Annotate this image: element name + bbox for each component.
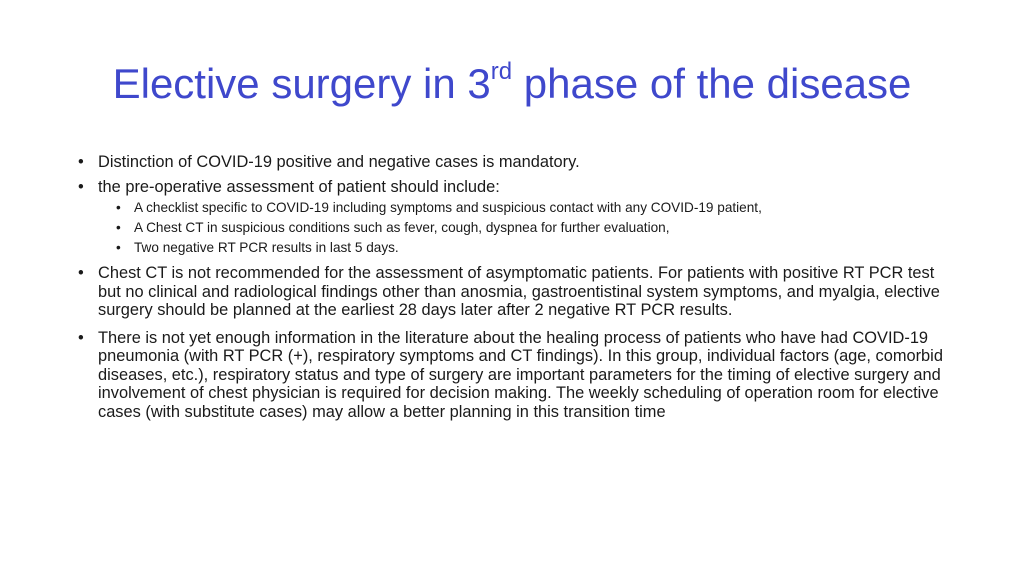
title-rest: phase of the disease	[512, 60, 912, 107]
title-superscript: rd	[490, 58, 513, 85]
bullet-item: • There is not yet enough information in the literature about the healing process of patients who have had COVID-19 pneumonia (with RT PCR (+), respiratory symptoms and CT findings). In this group, individual factors (age, comorbid diseases, etc.), respiratory status and type of surgery are important parameters for the timing of elective surgery and involvement of chest physician is required for decision making. The weekly scheduling of operation room for elective cases (with substitute cases) may allow a better planning in this transition time	[78, 329, 948, 422]
sub-bullet-list	[78, 198, 948, 258]
sub-bullet-item: • A Chest CT in suspicious conditions such as fever, cough, dyspnea for further evaluation,	[78, 218, 948, 238]
bullet-item: • the pre-operative assessment of patient should include:	[78, 178, 948, 197]
sub-bullet-item: • A checklist specific to COVID-19 including symptoms and suspicious contact with any COVID-19 patient,	[78, 198, 948, 218]
title-main: Elective surgery in 3	[112, 60, 491, 107]
bullet-item: • Chest CT is not recommended for the assessment of asymptomatic patients. For patients with positive RT PCR test but no clinical and radiological findings other than anosmia, gastroentistinal system symptoms, and myalgia, elective surgery should be planned at the earliest 28 days later after 2 negative RT PCR results.	[78, 264, 948, 320]
bullet-item: • Distinction of COVID-19 positive and negative cases is mandatory.	[78, 153, 948, 172]
slide-title	[0, 56, 1024, 112]
slide-body	[78, 153, 948, 430]
sub-bullet-item: • Two negative RT PCR results in last 5 days.	[78, 238, 948, 258]
